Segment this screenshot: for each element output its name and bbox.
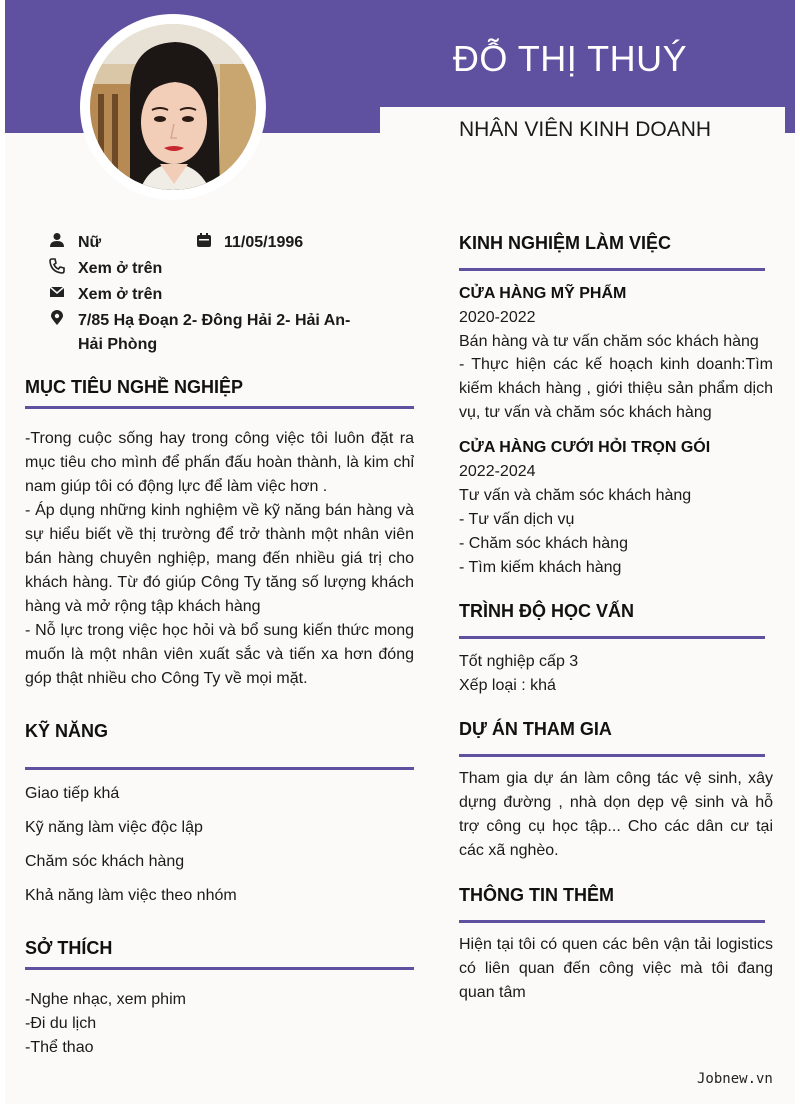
- projects-divider: [459, 754, 765, 757]
- objective-divider: [25, 406, 414, 409]
- phone-value: Xem ở trên: [78, 260, 163, 277]
- objective-title: MỤC TIÊU NGHỀ NGHIỆP: [25, 377, 244, 397]
- person-icon: [49, 232, 65, 248]
- job-role: Tư vấn và chăm sóc khách hàng: [459, 487, 692, 504]
- skill-item: Chăm sóc khách hàng: [25, 853, 185, 870]
- extra-info-text: Hiện tại tôi có quen các bên vận tải logistics có liên quan đến công việc mà tôi đang quan tâm: [459, 936, 773, 1001]
- birthdate-value: 11/05/1996: [224, 234, 304, 251]
- gender-value: Nữ: [78, 234, 102, 251]
- job-bullet: - Tư vấn dịch vụ: [459, 511, 575, 528]
- job-company: CỬA HÀNG MỸ PHẨM: [459, 285, 627, 302]
- address-line2: Hải Phòng: [78, 336, 158, 353]
- calendar-icon: [196, 232, 212, 248]
- phone-icon: [49, 258, 65, 274]
- education-line: Xếp loại : khá: [459, 677, 556, 694]
- job-period: 2022-2024: [459, 463, 536, 480]
- job-title: NHÂN VIÊN KINH DOANH: [459, 118, 712, 141]
- job-period: 2020-2022: [459, 309, 536, 326]
- extra-info-title: THÔNG TIN THÊM: [459, 885, 614, 905]
- address-line1: 7/85 Hạ Đoạn 2- Đông Hải 2- Hải An-: [78, 312, 351, 329]
- skill-item: Khả năng làm việc theo nhóm: [25, 887, 237, 904]
- hobby-item: -Nghe nhạc, xem phim: [25, 991, 186, 1008]
- skills-title: KỸ NĂNG: [25, 721, 109, 741]
- job-bullet: - Chăm sóc khách hàng: [459, 535, 628, 552]
- education-title: TRÌNH ĐỘ HỌC VẤN: [459, 601, 634, 621]
- job-company: CỬA HÀNG CƯỚI HỎI TRỌN GÓI: [459, 439, 711, 456]
- avatar: [90, 24, 256, 190]
- hobby-item: -Đi du lịch: [25, 1015, 97, 1032]
- education-divider: [459, 636, 765, 639]
- projects-title: DỰ ÁN THAM GIA: [459, 719, 612, 739]
- projects-text: Tham gia dự án làm công tác vệ sinh, xây dựng đường , nhà dọn dẹp vệ sinh và hỗ trợ công cụ học tập... Cho các dân cư tại các xã nghèo.: [459, 770, 773, 859]
- job-details: - Thực hiện các kế hoạch kinh doanh:Tìm kiếm khách hàng , giới thiệu sản phẩm dịch vụ, tư vấn và chăm sóc khách hàng: [459, 356, 773, 421]
- job-role: Bán hàng và tư vấn chăm sóc khách hàng: [459, 333, 759, 350]
- skill-item: Kỹ năng làm việc độc lập: [25, 819, 203, 836]
- hobbies-title: SỞ THÍCH: [25, 938, 113, 958]
- footer-brand: Jobnew.vn: [697, 1071, 773, 1087]
- skills-divider: [25, 767, 414, 770]
- skill-item: Giao tiếp khá: [25, 785, 120, 802]
- hobbies-divider: [25, 967, 414, 970]
- profile-photo: [90, 24, 256, 190]
- extra-info-divider: [459, 920, 765, 923]
- candidate-name: ĐỖ THỊ THUÝ: [452, 38, 688, 79]
- email-value: Xem ở trên: [78, 286, 163, 303]
- hobby-item: -Thể thao: [25, 1039, 94, 1056]
- mail-icon: [49, 284, 65, 300]
- experience-title: KINH NGHIỆM LÀM VIỆC: [459, 233, 672, 253]
- location-pin-icon: [49, 310, 65, 326]
- experience-divider: [459, 268, 765, 271]
- objective-text: -Trong cuộc sống hay trong công việc tôi luôn đặt ra mục tiêu cho mình để phấn đấu hoàn thành, là kim chỉ nam giúp tôi có động lực để làm việc hơn . - Áp dụng những kinh nghiệm về kỹ năng bán hàng và sự hiểu biết về thị trường để trở thành một nhân viên bán hàng chuyên nghiệp, mang đến nhiều giá trị cho khách hàng. Từ đó giúp Công Ty tăng số lượng khách hàng và mở rộng tập khách hàng - Nỗ lực trong việc học hỏi và bổ sung kiến thức mong muốn là một nhân viên xuất sắc và tiến xa hơn đóng góp thật nhiều cho Công Ty về mọi mặt.: [25, 430, 414, 687]
- education-line: Tốt nghiệp cấp 3: [459, 653, 579, 670]
- job-bullet: - Tìm kiếm khách hàng: [459, 559, 622, 576]
